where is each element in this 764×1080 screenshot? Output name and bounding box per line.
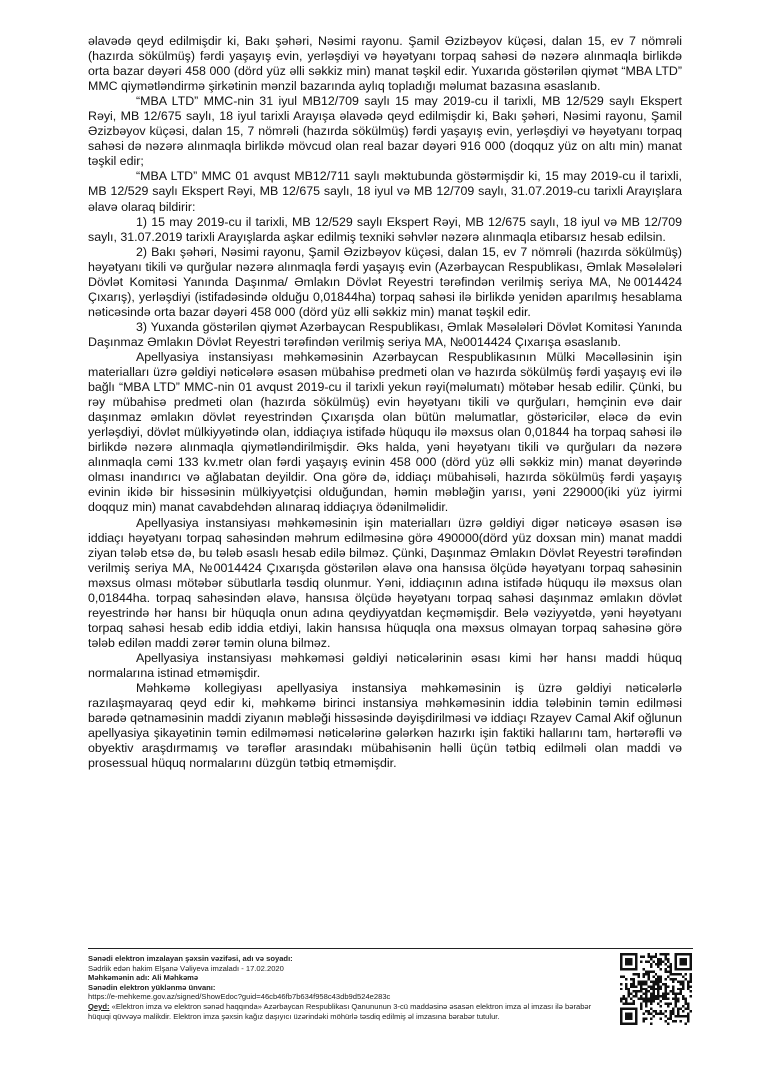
court-value: Ali Məhkəmə — [151, 973, 199, 983]
court-line — [88, 973, 608, 983]
paragraph-5: 2) Bakı şəhəri, Nəsimi rayonu, Şamil Əzizbəyov küçəsi, dalan 15, ev 7 nömrəli (hazırda sökülmüş) həyətyanı tikili və qurğular nəzərə alınmaqla fərdi yaşayış evin (Azərbaycan Respublikası, Əmlak Məsələləri Dövlət Komitəsi Yanında Daşınma/ Əmlakın Dövlət Reyestri tərəfindən verilmiş seriya MA, №0014424 Çıxarış), yerləşdiyi (istifadəsində olduğu 0,01844ha) torpaq sahəsi ilə birlikdə yenidən aparılmış hesablama nəticəsində orta bazar dəyəri 458 000 (dörd yüz əlli səkkiz min) manat təşkil edir. — [88, 244, 682, 319]
paragraph-4: 1) 15 may 2019-cu il tarixli, MB 12/529 saylı Ekspert Rəyi, MB 12/675 saylı, 18 iyul və MB 12/709 saylı, 31.07.2019 tarixli Arayışlarda aşkar edilmiş texniki səhvlər nəzərə alınmaqla etibarsız hesab edilsin. — [88, 214, 682, 244]
footer-divider — [88, 948, 693, 949]
paragraph-2: “MBA LTD” MMC-nin 31 iyul MB12/709 saylı 15 may 2019-cu il tarixli, MB 12/529 saylı Ekspert Rəyi, MB 12/675 saylı, 18 iyul tarixli Arayışa əlavədə qeyd edilmişdir ki, Bakı şəhəri, Nəsimi rayonu, Şamil Əzizbəyov küçəsi, dalan 15, 7 nömrəli (hazırda sökülmüş) fərdi yaşayış evin, yerləşdiyi və həyətyanı torpaq sahəsi də nəzərə alınmaqla birlikdə mövcud olan real bazar dəyəri 916 000 (doqquz yüz on altı min) manat təşkil edir; — [88, 94, 682, 169]
paragraph-3: “MBA LTD” MMC 01 avqust MB12/711 saylı məktubunda göstərmişdir ki, 15 may 2019-cu il tarixli, MB 12/529 saylı Ekspert Rəyi, MB 12/675 saylı, 18 iyul və MB 12/709 saylı, 31.07.2019-cu tarixli Arayışlara əlavə olaraq bildirir: — [88, 169, 682, 214]
signer-heading: Sənədi elektron imzalayan şəxsin vəzifəsi, adı və soyadı: — [88, 954, 293, 963]
address-label: Sənədin elektron yüklənmə ünvanı: — [88, 982, 216, 992]
paragraph-7: Apellyasiya instansiyası məhkəməsinin Azərbaycan Respublikasının Mülki Məcəlləsinin işin materialları üzrə gəldiyi nəticələrə əsasən mübahisə predmeti olan və hazırda sökülmüş fərdi yaşayış evi ilə bağlı “MBA LTD” MMC-nin 01 avqust 2019-cu il tarixli yekun rəyi(məlumatı) mötəbər hesab edilir. Çünki, bu rəy mübahisə predmeti olan (hazırda sökülmüş) evin həyətyanı tikili və qurğuları, həmçinin evə dair daşınmaz əmlakın dövlət reyestrindən Çıxarışda olan bütün məlumatlar, göstəricilər, eləcə də evin yerləşdiyi, dövlət mülkiyyətində olan, iddiaçıya istifadə hüququ ilə məxsus olan 0,01844 ha torpaq sahəsi ilə birlikdə nəzərə alınmaqla qiymətləndirilmişdir. Əks halda, yəni həyətyanı tikili və qurğuları da nəzərə alınmaqla cəmi 133 kv.metr olan fərdi yaşayış evinin 458 000 (dörd yüz əlli səkkiz min) manat dəyərində olması inandırıcı və ağlabatan deyildir. Ona görə də, iddiaçı mübahisəli, hazırda sökülmüş fərdi yaşayış evinin ikidə bir hissəsinin mülkiyyətçisi olduğundan, həmin məbləğin yarısı, yəni 229000(iki yüz iyirmi doqquz min) manat cavabdehdən alınaraq iddiaçıya ödənilməlidir. — [88, 349, 682, 515]
paragraph-10: Məhkəmə kollegiyası apellyasiya instansiya məhkəməsinin iş üzrə gəldiyi nəticələrlə razılaşmayaraq qeyd edir ki, məhkəmə birinci instansiya məhkəməsinin iddia tələbinin təmin edilməsi barədə qətnaməsinin maddi ziyanın məbləği hissəsində dəyişdirilməsi və iddiaçı Rzayev Camal Akif oğlunun apellyasiya şikayətinin təmin edilməməsi nəticələrinə gələrkən hazırkı işin faktiki hallarını tam, hərtərəfli və obyektiv araşdırmamış və tərəflər arasındakı mübahisənin həlli üçün tətbiq edilməli olan maddi və prosessual hüquq normalarını düzgün tətbiq etməmişdir. — [88, 681, 682, 771]
signer-value: Sədrlik edən hakim Elşanə Vəliyeva imzaladı - 17.02.2020 — [88, 963, 284, 973]
note-text: «Elektron imza və elektron sənəd haqqında» Azərbaycan Respublikası Qanununun 3-cü maddəsinə əsasən elektron imza əl imzası ilə bərabər hüquqi qüvvəyə malikdir. Elektron imza şəxsin kağız daşıyıcı üzərindəki möhürlə təsdiq edilmiş əl imzasına bərabər tutulur. — [88, 1001, 592, 1021]
note-line — [88, 1002, 608, 1021]
paragraph-6: 3) Yuxanda göstərilən qiymət Azərbaycan Respublikası, Əmlak Məsələləri Dövlət Komitəsi Yanında Daşınmaz Əmlakın Dövlət Reyestri tərəfindən verilmiş seriya MA, №0014424 Çıxarışa əsaslanıb. — [88, 319, 682, 349]
paragraph-9: Apellyasiya instansiyası məhkəməsi gəldiyi nəticələrinin əsası kimi hər hansı maddi hüquq normalarına istinad etməmişdir. — [88, 650, 682, 680]
address-url[interactable]: https://e-mehkeme.gov.az/signed/ShowEdoc?guid=46cb46fb7b634f958c43db9d524e283c — [88, 992, 391, 1002]
qr-code — [620, 953, 692, 1025]
court-label: Məhkəmənin adı: — [88, 973, 150, 983]
signature-footer — [88, 954, 608, 1021]
paragraph-1: əlavədə qeyd edilmişdir ki, Bakı şəhəri, Nəsimi rayonu. Şamil Əzizbəyov küçəsi, dalan 15, ev 7 nömrəli (hazırda sökülmüş) fərdi yaşayış evin, yerləşdiyi və həyətyanı torpaq sahəsi də nəzərə alınmaqla birlikdə orta bazar dəyəri 458 000 (dörd yüz əlli səkkiz min) manat təşkil edir. Yuxarıda göstərilən qiymət “MBA LTD” MMC qiymətləndirmə şirkətinin mənzil bazarında aylıq topladığı məlumat bazasına əsaslanıb. — [88, 34, 682, 94]
note-label: Qeyd: — [88, 1001, 110, 1011]
paragraph-8: Apellyasiya instansiyası məhkəməsinin işin materialları üzrə gəldiyi digər nəticəyə əsasən isə iddiaçı həyətyanı torpaq sahəsindən məhrum edilməsinə görə 490000(dörd yüz doxsan min) manat maddi ziyan tələb etsə də, bu tələb əsaslı hesab edilə bilməz. Çünki, Daşınmaz Əmlakın Dövlət Reyestri tərəfindən verilmiş seriya MA, №0014424 Çıxarışda göstərilən əlavə ona hansısa ölçüdə həyətyanı torpaq sahəsinin məxsus olması mötəbər sübutlarla təsdiq olunmur. Yəni, iddiaçının adına istifadə hüququ ilə məxsus olan 0,01844ha. torpaq sahəsindən əlavə, hansısa ölçüdə həyətyanı torpaq sahəsi daşınmaz əmlakın dövlət reyestrində hər hansı bir hüquqla onun adına qeydiyyatdan keçməmişdir. Belə vəziyyətdə, yəni həyətyanı torpaq sahəsi hesab edib iddia etdiyi, lakin hansısa hüquqla ona məxsus olmayan torpaq sahəsinə görə tələb edilən maddi zərər təmin oluna bilməz. — [88, 515, 682, 650]
document-body — [88, 34, 682, 771]
